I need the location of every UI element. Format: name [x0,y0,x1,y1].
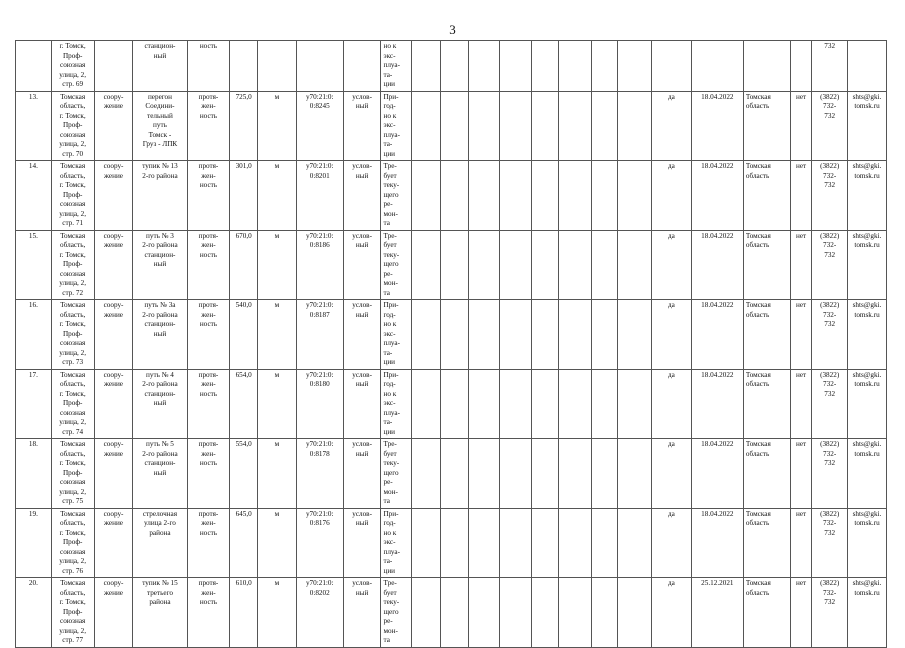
empty-cell [499,578,531,648]
object-type-cell: соору- жение [94,91,133,161]
email-cell [848,41,887,92]
ownership-cell [343,41,381,92]
flag-no-cell: нет [790,161,811,231]
empty-cell [469,369,500,439]
flag-yes-cell: да [652,439,692,509]
flag-no-cell: нет [790,91,811,161]
empty-cell [618,300,652,370]
empty-cell [591,439,618,509]
parameter-cell: протя- жен- ность [187,369,230,439]
empty-cell [591,300,618,370]
ownership-cell: услов- ный [343,300,381,370]
row-number-cell: 13. [16,91,52,161]
date-cell [691,41,743,92]
cadastral-number-cell: у70:21:0: 0:8202 [296,578,343,648]
empty-cell [440,300,469,370]
cadastral-number-cell [296,41,343,92]
empty-cell [618,91,652,161]
email-cell: shts@gki. tomsk.ru [848,508,887,578]
flag-no-cell: нет [790,230,811,300]
parameter-cell: протя- жен- ность [187,230,230,300]
empty-cell [499,91,531,161]
table-row [16,439,887,509]
unit-cell: м [257,369,296,439]
email-cell: shts@gki. tomsk.ru [848,230,887,300]
table-row [16,300,887,370]
flag-no-cell: нет [790,300,811,370]
row-number-cell: 15. [16,230,52,300]
empty-cell [559,578,592,648]
empty-cell [440,508,469,578]
date-cell: 18.04.2022 [691,439,743,509]
property-register-table [15,40,887,648]
region-cell: Томская область [743,439,790,509]
flag-yes-cell: да [652,300,692,370]
unit-cell: м [257,578,296,648]
flag-yes-cell: да [652,161,692,231]
address-cell: Томская область, г. Томск, Проф- союзная улица, 2, стр. 71 [51,161,94,231]
email-cell: shts@gki. tomsk.ru [848,369,887,439]
empty-cell [440,230,469,300]
table-row [16,161,887,231]
phone-cell: (3822) 732- 732 [812,161,848,231]
empty-cell [412,161,441,231]
email-cell: shts@gki. tomsk.ru [848,91,887,161]
empty-cell [469,439,500,509]
phone-cell: (3822) 732- 732 [812,230,848,300]
address-cell: Томская область, г. Томск, Проф- союзная улица, 2, стр. 76 [51,508,94,578]
length-value-cell: 301,0 [230,161,258,231]
object-name-cell: тупик № 15 третьего района [133,578,187,648]
unit-cell [257,41,296,92]
flag-yes-cell: да [652,369,692,439]
table-row [16,508,887,578]
length-value-cell [230,41,258,92]
email-cell: shts@gki. tomsk.ru [848,161,887,231]
empty-cell [469,508,500,578]
ownership-cell: услов- ный [343,230,381,300]
flag-yes-cell: да [652,508,692,578]
row-number-cell: 20. [16,578,52,648]
address-cell: Томская область, г. Томск, Проф- союзная улица, 2, стр. 74 [51,369,94,439]
empty-cell [440,439,469,509]
address-cell: Томская область, г. Томск, Проф- союзная улица, 2, стр. 72 [51,230,94,300]
unit-cell: м [257,230,296,300]
empty-cell [591,161,618,231]
empty-cell [559,369,592,439]
empty-cell [618,161,652,231]
object-name-cell: путь № 3 2-го района станцион- ный [133,230,187,300]
table-row [16,41,887,92]
phone-cell: (3822) 732- 732 [812,369,848,439]
email-cell: shts@gki. tomsk.ru [848,578,887,648]
empty-cell [618,439,652,509]
email-cell: shts@gki. tomsk.ru [848,439,887,509]
email-cell: shts@gki. tomsk.ru [848,300,887,370]
length-value-cell: 725,0 [230,91,258,161]
phone-cell: 732 [812,41,848,92]
empty-cell [469,161,500,231]
date-cell: 18.04.2022 [691,91,743,161]
empty-cell [559,230,592,300]
empty-cell [618,41,652,92]
object-type-cell: соору- жение [94,161,133,231]
region-cell [743,41,790,92]
object-type-cell: соору- жение [94,508,133,578]
empty-cell [499,161,531,231]
empty-cell [559,41,592,92]
phone-cell: (3822) 732- 732 [812,578,848,648]
empty-cell [499,369,531,439]
address-cell: Томская область, г. Томск, Проф- союзная улица, 2, стр. 75 [51,439,94,509]
empty-cell [531,369,559,439]
flag-no-cell: нет [790,578,811,648]
parameter-cell: протя- жен- ность [187,161,230,231]
empty-cell [618,369,652,439]
empty-cell [412,91,441,161]
cadastral-number-cell: у70:21:0: 0:8186 [296,230,343,300]
empty-cell [499,41,531,92]
object-name-cell: станцион- ный [133,41,187,92]
table-row [16,230,887,300]
flag-no-cell: нет [790,439,811,509]
empty-cell [531,41,559,92]
length-value-cell: 610,0 [230,578,258,648]
parameter-cell: протя- жен- ность [187,508,230,578]
condition-cell: При- год- но к экс- плуа- та- ции [381,300,412,370]
table-row [16,578,887,648]
row-number-cell: 17. [16,369,52,439]
address-cell: г. Томск, Проф- союзная улица, 2, стр. 69 [51,41,94,92]
empty-cell [559,508,592,578]
condition-cell: но к экс- плуа- та- ции [381,41,412,92]
length-value-cell: 554,0 [230,439,258,509]
phone-cell: (3822) 732- 732 [812,300,848,370]
address-cell: Томская область, г. Томск, Проф- союзная улица, 2, стр. 70 [51,91,94,161]
condition-cell: Тре- бует теку- щего ре- мон- та [381,439,412,509]
region-cell: Томская область [743,161,790,231]
object-name-cell: путь № 4 2-го района станцион- ный [133,369,187,439]
object-type-cell: соору- жение [94,439,133,509]
cadastral-number-cell: у70:21:0: 0:8245 [296,91,343,161]
object-type-cell: соору- жение [94,578,133,648]
object-type-cell: соору- жение [94,230,133,300]
empty-cell [591,91,618,161]
empty-cell [469,41,500,92]
empty-cell [531,439,559,509]
ownership-cell: услов- ный [343,161,381,231]
empty-cell [531,300,559,370]
empty-cell [591,230,618,300]
empty-cell [469,300,500,370]
unit-cell: м [257,91,296,161]
date-cell: 18.04.2022 [691,161,743,231]
date-cell: 18.04.2022 [691,508,743,578]
empty-cell [559,161,592,231]
empty-cell [591,578,618,648]
object-name-cell: стрелочная улица 2-го района [133,508,187,578]
empty-cell [499,230,531,300]
cadastral-number-cell: у70:21:0: 0:8180 [296,369,343,439]
flag-yes-cell [652,41,692,92]
length-value-cell: 670,0 [230,230,258,300]
empty-cell [591,369,618,439]
table-row [16,369,887,439]
condition-cell: Тре- бует теку- щего ре- мон- та [381,230,412,300]
cadastral-number-cell: у70:21:0: 0:8176 [296,508,343,578]
empty-cell [559,91,592,161]
parameter-cell: протя- жен- ность [187,578,230,648]
empty-cell [440,41,469,92]
condition-cell: При- год- но к экс- плуа- та- ции [381,508,412,578]
parameter-cell: ность [187,41,230,92]
table-row [16,91,887,161]
empty-cell [412,578,441,648]
flag-yes-cell: да [652,230,692,300]
flag-no-cell: нет [790,369,811,439]
empty-cell [499,439,531,509]
empty-cell [618,508,652,578]
empty-cell [531,91,559,161]
unit-cell: м [257,439,296,509]
condition-cell: При- год- но к экс- плуа- та- ции [381,369,412,439]
cadastral-number-cell: у70:21:0: 0:8187 [296,300,343,370]
parameter-cell: протя- жен- ность [187,300,230,370]
empty-cell [618,230,652,300]
row-number-cell: 16. [16,300,52,370]
flag-no-cell: нет [790,508,811,578]
parameter-cell: протя- жен- ность [187,91,230,161]
condition-cell: Тре- бует теку- щего ре- мон- та [381,578,412,648]
empty-cell [412,230,441,300]
empty-cell [440,91,469,161]
address-cell: Томская область, г. Томск, Проф- союзная улица, 2, стр. 73 [51,300,94,370]
date-cell: 18.04.2022 [691,369,743,439]
cadastral-number-cell: у70:21:0: 0:8178 [296,439,343,509]
empty-cell [591,508,618,578]
object-name-cell: тупик № 13 2-го района [133,161,187,231]
empty-cell [559,300,592,370]
ownership-cell: услов- ный [343,578,381,648]
length-value-cell: 645,0 [230,508,258,578]
object-type-cell: соору- жение [94,300,133,370]
region-cell: Томская область [743,578,790,648]
object-type-cell: соору- жение [94,369,133,439]
empty-cell [469,578,500,648]
cadastral-number-cell: у70:21:0: 0:8201 [296,161,343,231]
unit-cell: м [257,300,296,370]
empty-cell [591,41,618,92]
flag-no-cell [790,41,811,92]
empty-cell [440,369,469,439]
empty-cell [499,300,531,370]
parameter-cell: протя- жен- ность [187,439,230,509]
empty-cell [412,439,441,509]
empty-cell [412,369,441,439]
date-cell: 18.04.2022 [691,230,743,300]
ownership-cell: услов- ный [343,439,381,509]
flag-yes-cell: да [652,91,692,161]
empty-cell [469,91,500,161]
date-cell: 25.12.2021 [691,578,743,648]
region-cell: Томская область [743,91,790,161]
phone-cell: (3822) 732- 732 [812,91,848,161]
empty-cell [531,508,559,578]
empty-cell [618,578,652,648]
empty-cell [559,439,592,509]
unit-cell: м [257,508,296,578]
phone-cell: (3822) 732- 732 [812,439,848,509]
region-cell: Томская область [743,230,790,300]
ownership-cell: услов- ный [343,369,381,439]
phone-cell: (3822) 732- 732 [812,508,848,578]
empty-cell [440,578,469,648]
empty-cell [412,41,441,92]
empty-cell [499,508,531,578]
ownership-cell: услов- ный [343,508,381,578]
region-cell: Томская область [743,300,790,370]
object-type-cell [94,41,133,92]
unit-cell: м [257,161,296,231]
region-cell: Томская область [743,369,790,439]
empty-cell [412,508,441,578]
object-name-cell: перегон Соедини- тельный путь Томск - Груз - ЛПК [133,91,187,161]
condition-cell: Тре- бует теку- щего ре- мон- та [381,161,412,231]
object-name-cell: путь № 5 2-го района станцион- ный [133,439,187,509]
date-cell: 18.04.2022 [691,300,743,370]
empty-cell [531,161,559,231]
empty-cell [469,230,500,300]
row-number-cell [16,41,52,92]
flag-yes-cell: да [652,578,692,648]
object-name-cell: путь № 3а 2-го района станцион- ный [133,300,187,370]
length-value-cell: 540,0 [230,300,258,370]
empty-cell [440,161,469,231]
row-number-cell: 14. [16,161,52,231]
empty-cell [531,230,559,300]
page-number: 3 [449,22,456,37]
ownership-cell: услов- ный [343,91,381,161]
condition-cell: При- год- но к экс- плуа- та- ции [381,91,412,161]
region-cell: Томская область [743,508,790,578]
address-cell: Томская область, г. Томск, Проф- союзная улица, 2, стр. 77 [51,578,94,648]
empty-cell [412,300,441,370]
row-number-cell: 19. [16,508,52,578]
row-number-cell: 18. [16,439,52,509]
empty-cell [531,578,559,648]
length-value-cell: 654,0 [230,369,258,439]
